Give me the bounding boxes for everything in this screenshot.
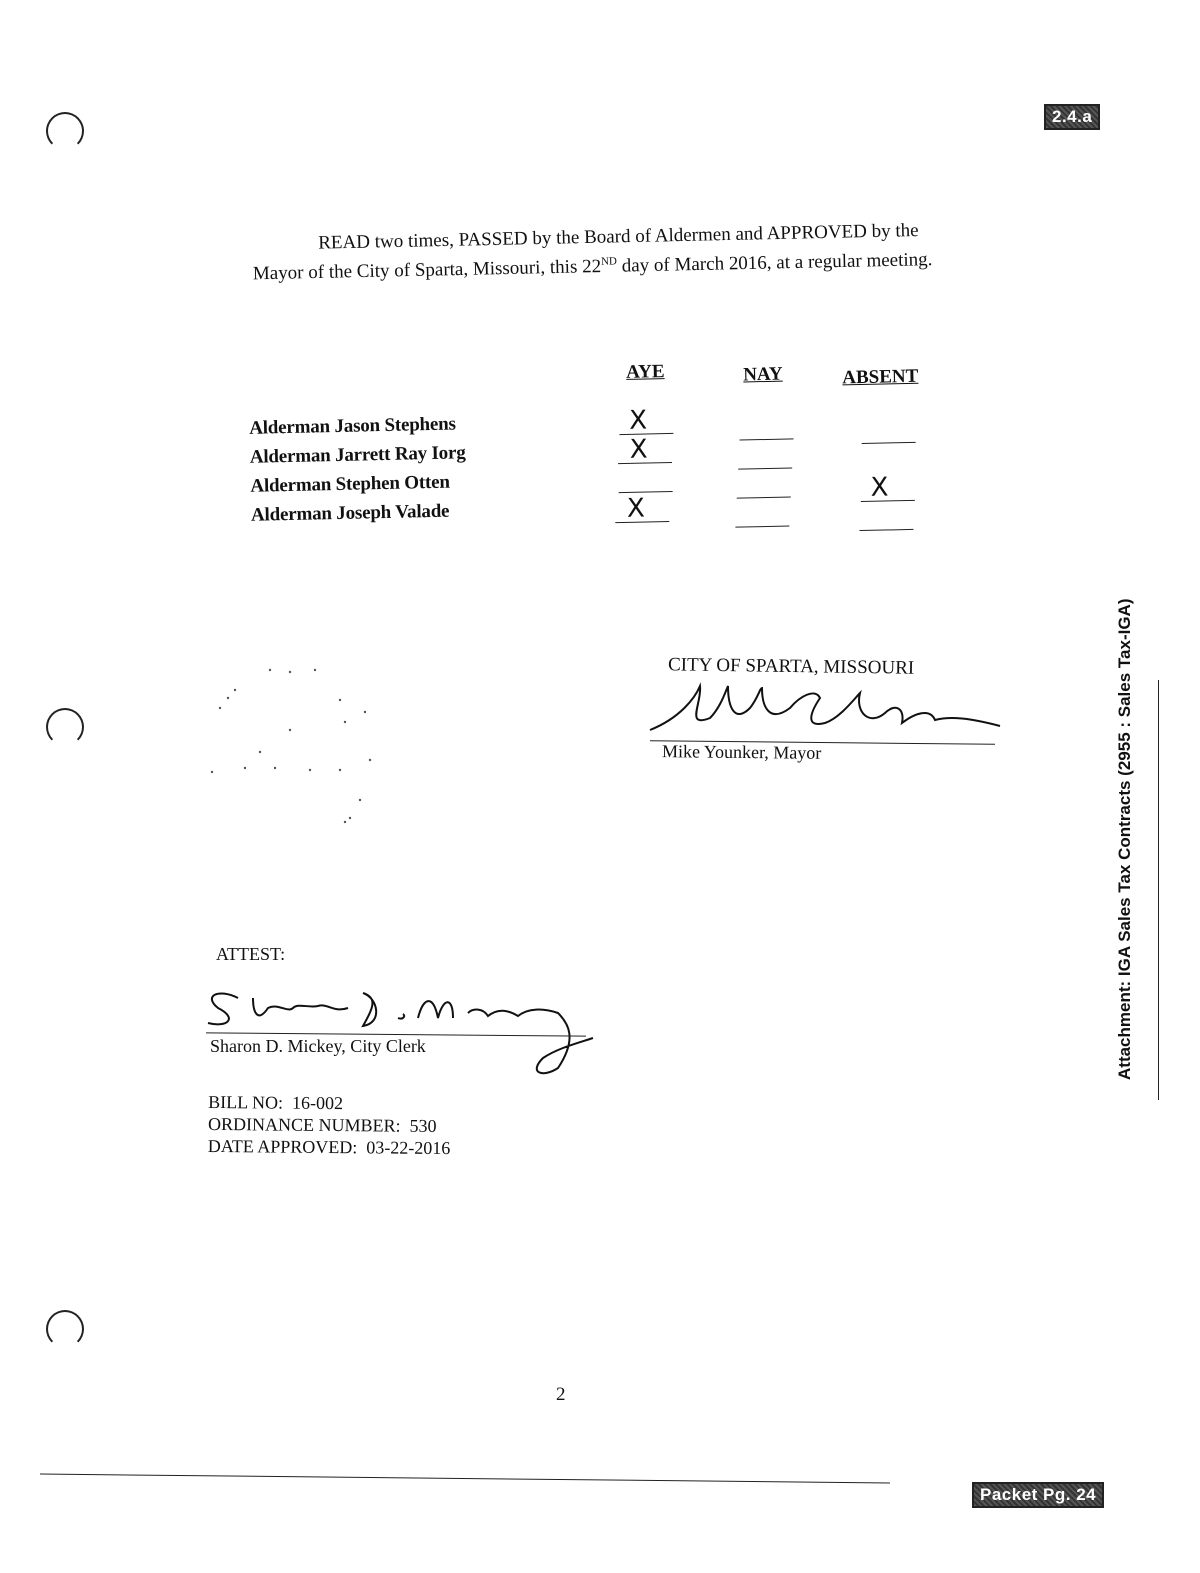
clerk-signature bbox=[198, 978, 598, 1083]
vote-table bbox=[240, 355, 964, 570]
vote-mark-aye: X bbox=[626, 493, 646, 524]
header-absent: ABSENT bbox=[842, 365, 919, 389]
nay-blank bbox=[737, 496, 791, 498]
aye-blank bbox=[619, 491, 673, 493]
page-number: 2 bbox=[556, 1384, 566, 1405]
date-approved-row bbox=[208, 1135, 451, 1159]
bill-number-value: 16-002 bbox=[291, 1092, 344, 1114]
para-text-4: day of March 2016, at a regular meeting. bbox=[616, 249, 933, 277]
bill-info bbox=[208, 1091, 451, 1159]
para-text-2: by the Board of Aldermen and bbox=[527, 223, 767, 250]
nay-blank bbox=[738, 467, 792, 469]
ordinal-suffix: ND bbox=[600, 255, 618, 268]
absent-blank bbox=[862, 442, 916, 444]
mayor-signature bbox=[640, 678, 1010, 748]
punch-hole-top bbox=[46, 112, 84, 150]
ordinance-number-label: ORDINANCE NUMBER: bbox=[207, 1113, 401, 1136]
passed-word: PASSED bbox=[458, 228, 528, 251]
date-approved-label: DATE APPROVED: bbox=[207, 1135, 358, 1158]
nay-blank bbox=[740, 438, 794, 440]
punch-hole-bottom bbox=[46, 1310, 84, 1348]
footer-rule bbox=[40, 1474, 890, 1484]
bill-number-label: BILL NO: bbox=[208, 1091, 284, 1113]
alderman-name: Alderman Jason Stephens bbox=[249, 413, 456, 439]
attachment-side-label: Attachment: IGA Sales Tax Contracts (2955 : Sales Tax-IGA) bbox=[1115, 598, 1134, 1080]
nay-blank bbox=[735, 526, 789, 528]
para-text-3: by the Mayor of the City of Sparta, Missouri, this 22 bbox=[252, 220, 919, 285]
packet-item-badge: 2.4.a bbox=[1044, 104, 1100, 130]
punch-hole-middle bbox=[46, 708, 84, 746]
para-text-1: two times, bbox=[369, 229, 459, 253]
vote-mark-aye: X bbox=[628, 405, 648, 436]
ordinance-number-row bbox=[208, 1113, 451, 1137]
approved-word: APPROVED bbox=[766, 221, 868, 245]
header-nay: NAY bbox=[742, 363, 783, 386]
attest-label: ATTEST: bbox=[216, 944, 286, 964]
alderman-name: Alderman Stephen Otten bbox=[250, 471, 450, 497]
clerk-name: Sharon D. Mickey, City Clerk bbox=[210, 1036, 426, 1056]
mayor-name: Mike Younker, Mayor bbox=[661, 741, 822, 763]
resolution-paragraph bbox=[252, 217, 973, 286]
header-aye: AYE bbox=[625, 361, 665, 383]
date-approved-value: 03-22-2016 bbox=[366, 1137, 451, 1159]
city-name: CITY OF SPARTA, MISSOURI bbox=[667, 654, 915, 679]
bill-number-row bbox=[208, 1091, 451, 1115]
seal-impression bbox=[200, 660, 400, 830]
alderman-name: Alderman Joseph Valade bbox=[250, 500, 450, 526]
ordinance-number-value: 530 bbox=[409, 1115, 437, 1136]
vote-mark-absent: X bbox=[870, 472, 889, 503]
vote-mark-aye: X bbox=[629, 434, 648, 465]
packet-page-badge: Packet Pg. 24 bbox=[972, 1482, 1104, 1508]
absent-blank bbox=[859, 529, 913, 531]
read-word: READ bbox=[318, 231, 371, 254]
alderman-name: Alderman Jarrett Ray Iorg bbox=[249, 442, 466, 468]
margin-rule bbox=[1158, 680, 1159, 1100]
